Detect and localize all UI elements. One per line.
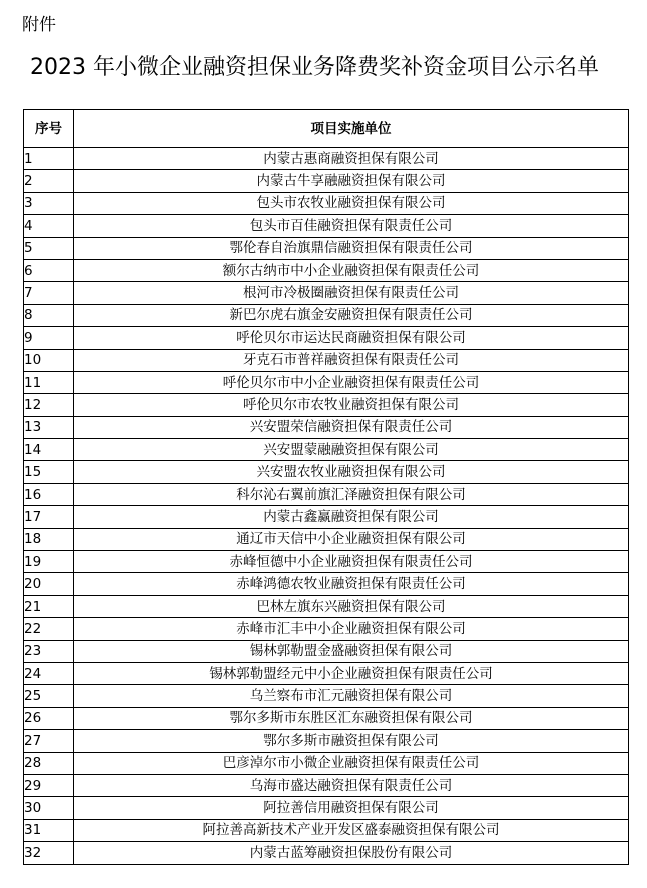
table-row [24, 551, 629, 573]
serial-number-cell: 25 [24, 685, 74, 707]
serial-number-cell: 14 [24, 439, 74, 461]
company-name-cell: 额尔古纳市中小企业融资担保有限责任公司 [74, 259, 629, 281]
table-row [24, 371, 629, 393]
company-name-cell: 内蒙古鑫赢融资担保有限公司 [74, 506, 629, 528]
serial-number-cell: 1 [24, 148, 74, 170]
table-row [24, 730, 629, 752]
serial-number-cell: 8 [24, 304, 74, 326]
serial-number-cell: 3 [24, 192, 74, 214]
company-name-cell: 牙克石市普祥融资担保有限责任公司 [74, 349, 629, 371]
table-row [24, 506, 629, 528]
company-name-cell: 通辽市天信中小企业融资担保有限公司 [74, 528, 629, 550]
table-row [24, 573, 629, 595]
company-name-cell: 兴安盟荣信融资担保有限责任公司 [74, 416, 629, 438]
serial-number-cell: 16 [24, 483, 74, 505]
serial-number-cell: 15 [24, 461, 74, 483]
table-row [24, 170, 629, 192]
table-header-row [24, 110, 629, 148]
company-name-cell: 阿拉善信用融资担保有限公司 [74, 797, 629, 819]
company-name-cell: 包头市农牧业融资担保有限公司 [74, 192, 629, 214]
table-row [24, 640, 629, 662]
serial-number-cell: 13 [24, 416, 74, 438]
table-row [24, 618, 629, 640]
serial-number-cell: 5 [24, 237, 74, 259]
table-row [24, 215, 629, 237]
serial-number-cell: 11 [24, 371, 74, 393]
company-name-cell: 乌兰察布市汇元融资担保有限公司 [74, 685, 629, 707]
company-name-cell: 赤峰恒德中小企业融资担保有限责任公司 [74, 551, 629, 573]
serial-number-cell: 9 [24, 327, 74, 349]
table-row [24, 282, 629, 304]
table-row [24, 416, 629, 438]
company-name-cell: 巴林左旗东兴融资担保有限公司 [74, 595, 629, 617]
serial-number-cell: 12 [24, 394, 74, 416]
table-row [24, 707, 629, 729]
serial-number-cell: 17 [24, 506, 74, 528]
serial-number-cell: 24 [24, 662, 74, 684]
document-title: 2023 年小微企业融资担保业务降费奖补资金项目公示名单 [30, 55, 599, 80]
table-row [24, 842, 629, 864]
serial-number-cell: 27 [24, 730, 74, 752]
table-row [24, 327, 629, 349]
company-name-cell: 锡林郭勒盟金盛融资担保有限公司 [74, 640, 629, 662]
table-row [24, 394, 629, 416]
serial-number-cell: 28 [24, 752, 74, 774]
table-row [24, 774, 629, 796]
table-row [24, 662, 629, 684]
serial-number-cell: 23 [24, 640, 74, 662]
table-row [24, 349, 629, 371]
company-name-cell: 呼伦贝尔市中小企业融资担保有限责任公司 [74, 371, 629, 393]
table-body [24, 148, 629, 865]
serial-number-cell: 19 [24, 551, 74, 573]
company-name-cell: 鄂尔多斯市融资担保有限公司 [74, 730, 629, 752]
company-name-cell: 内蒙古牛享融融资担保有限公司 [74, 170, 629, 192]
table-row [24, 752, 629, 774]
serial-number-cell: 22 [24, 618, 74, 640]
company-name-cell: 新巴尔虎右旗金安融资担保有限责任公司 [74, 304, 629, 326]
serial-number-cell: 2 [24, 170, 74, 192]
company-name-cell: 呼伦贝尔市运达民商融资担保有限公司 [74, 327, 629, 349]
table-row [24, 304, 629, 326]
company-name-cell: 巴彦淖尔市小微企业融资担保有限责任公司 [74, 752, 629, 774]
company-list-table [23, 109, 629, 865]
company-name-cell: 赤峰市汇丰中小企业融资担保有限公司 [74, 618, 629, 640]
company-name-cell: 赤峰鸿德农牧业融资担保有限责任公司 [74, 573, 629, 595]
table-row [24, 685, 629, 707]
table-row [24, 528, 629, 550]
header-implementing-unit: 项目实施单位 [74, 110, 629, 148]
table-row [24, 797, 629, 819]
table-row [24, 237, 629, 259]
table-row [24, 461, 629, 483]
table-row [24, 439, 629, 461]
serial-number-cell: 29 [24, 774, 74, 796]
serial-number-cell: 6 [24, 259, 74, 281]
company-name-cell: 呼伦贝尔市农牧业融资担保有限公司 [74, 394, 629, 416]
serial-number-cell: 31 [24, 819, 74, 841]
serial-number-cell: 7 [24, 282, 74, 304]
serial-number-cell: 32 [24, 842, 74, 864]
table-row [24, 148, 629, 170]
company-name-cell: 内蒙古蓝筹融资担保股份有限公司 [74, 842, 629, 864]
table-row [24, 595, 629, 617]
table-row [24, 192, 629, 214]
serial-number-cell: 10 [24, 349, 74, 371]
serial-number-cell: 4 [24, 215, 74, 237]
serial-number-cell: 26 [24, 707, 74, 729]
company-name-cell: 乌海市盛达融资担保有限责任公司 [74, 774, 629, 796]
attachment-label: 附件 [22, 15, 56, 35]
table-row [24, 259, 629, 281]
company-name-cell: 根河市冷极圈融资担保有限责任公司 [74, 282, 629, 304]
company-name-cell: 锡林郭勒盟经元中小企业融资担保有限责任公司 [74, 662, 629, 684]
company-name-cell: 鄂尔多斯市东胜区汇东融资担保有限公司 [74, 707, 629, 729]
table-row [24, 819, 629, 841]
serial-number-cell: 30 [24, 797, 74, 819]
company-name-cell: 阿拉善高新技术产业开发区盛泰融资担保有限公司 [74, 819, 629, 841]
company-name-cell: 鄂伦春自治旗鼎信融资担保有限责任公司 [74, 237, 629, 259]
serial-number-cell: 21 [24, 595, 74, 617]
serial-number-cell: 18 [24, 528, 74, 550]
header-serial-number: 序号 [24, 110, 74, 148]
company-name-cell: 内蒙古惠商融资担保有限公司 [74, 148, 629, 170]
company-name-cell: 科尔沁右翼前旗汇泽融资担保有限公司 [74, 483, 629, 505]
serial-number-cell: 20 [24, 573, 74, 595]
table-row [24, 483, 629, 505]
company-name-cell: 包头市百佳融资担保有限责任公司 [74, 215, 629, 237]
company-name-cell: 兴安盟农牧业融资担保有限公司 [74, 461, 629, 483]
company-name-cell: 兴安盟蒙融融资担保有限公司 [74, 439, 629, 461]
